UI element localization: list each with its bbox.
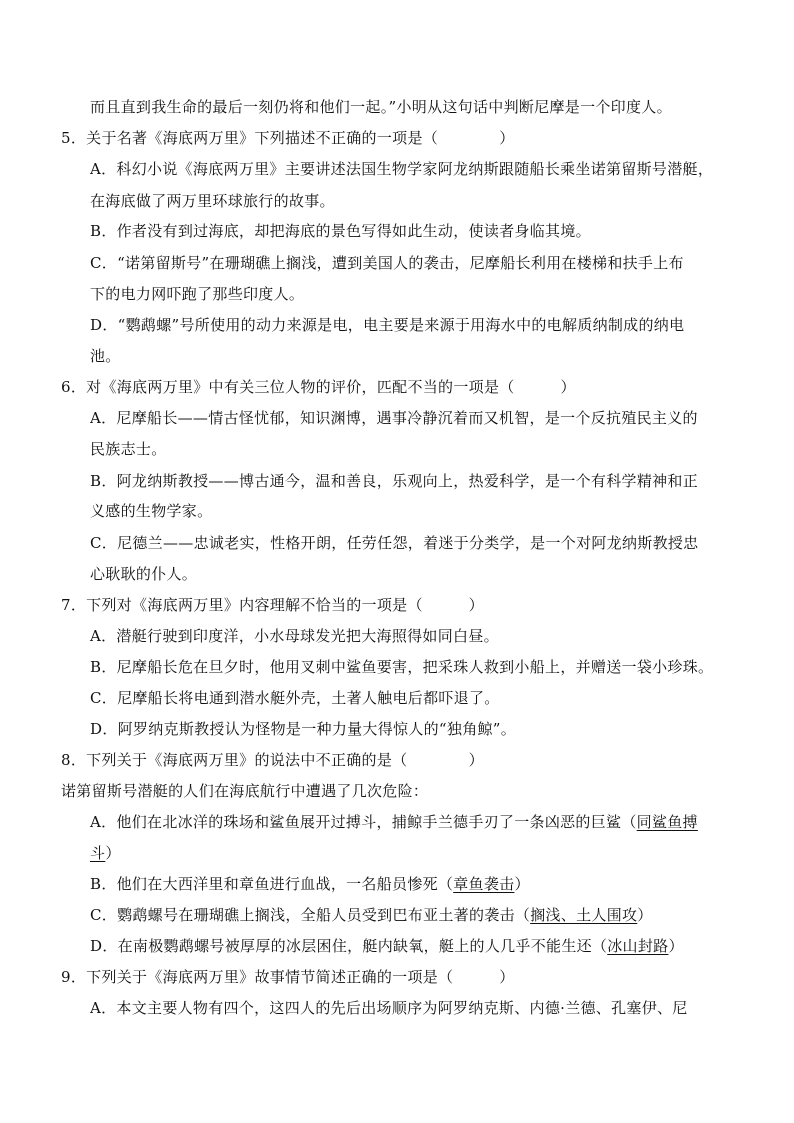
q8-option-a <box>90 812 698 832</box>
q8-option-d-text: D．在南极鹦鹉螺号被厚厚的冰层困住，艇内缺氧，艇上的人几乎不能生还（ <box>90 937 608 955</box>
q7-option-a: A．潜艇行驶到印度洋，小水母球发光把大海照得如同白昼。 <box>90 627 499 645</box>
q8-option-d-close: ） <box>668 937 684 955</box>
q8-option-a-answer: 同鲨鱼搏 <box>636 813 698 831</box>
q9-option-a: A．本文主要人物有四个，这四人的先后出场顺序为阿罗纳克斯、内德·兰德、孔塞伊、尼 <box>90 999 688 1017</box>
q8-option-c-answer: 搁浅、土人围攻 <box>530 906 638 924</box>
q8-option-b-close: ） <box>514 875 530 893</box>
q8-context: 诺第留斯号潜艇的人们在海底航行中遭遇了几次危险： <box>61 782 429 800</box>
q8-option-a-answer-cont: 斗 <box>90 844 106 862</box>
q5-option-c-cont: 下的电力网吓跑了那些印度人。 <box>90 285 305 303</box>
q6-option-c-cont: 心耿耿的仆人。 <box>90 565 198 583</box>
q8-option-c-text: C．鹦鹉螺号在珊瑚礁上搁浅，全船人员受到巴布亚土著的袭击（ <box>90 906 531 924</box>
question-6-stem: 6．对《海底两万里》中有关三位人物的评价，匹配不当的一项是（ ） <box>61 378 576 396</box>
question-5-stem: 5．关于名著《海底两万里》下列描述不正确的一项是（ ） <box>61 129 515 147</box>
q8-option-a-cont <box>90 843 121 863</box>
text-line-intro: 而且直到我生命的最后一刻仍将和他们一起。”小明从这句话中判断尼摩是一个印度人。 <box>90 98 672 116</box>
q7-option-c: C．尼摩船长将电通到潜水艇外壳，土著人触电后都吓退了。 <box>90 689 500 707</box>
q6-option-c: C．尼德兰——忠诚老实，性格开朗，任劳任怨，着迷于分类学，是一个对阿龙纳斯教授忠 <box>90 534 699 552</box>
q6-option-b-cont: 义感的生物学家。 <box>90 502 213 520</box>
q5-option-a-cont: 在海底做了两万里环球旅行的故事。 <box>90 192 335 210</box>
q5-option-b: B．作者没有到过海底，却把海底的景色写得如此生动，使读者身临其境。 <box>90 222 591 240</box>
q8-option-b-answer: 章鱼袭击 <box>453 875 515 893</box>
q6-option-a: A．尼摩船长——情古怪忧郁，知识渊博，遇事冷静沉着而又机智，是一个反抗殖民主义的 <box>90 409 698 427</box>
q5-option-d-cont: 池。 <box>90 347 121 365</box>
q8-option-a-text: A．他们在北冰洋的珠场和鲨鱼展开过搏斗，捕鲸手兰德手刃了一条凶恶的巨鲨（ <box>90 813 637 831</box>
question-9-stem: 9．下列关于《海底两万里》故事情节简述正确的一项是（ ） <box>61 968 515 986</box>
question-8-stem: 8．下列关于《海底两万里》的说法中不正确的是（ ） <box>61 751 484 769</box>
q8-option-c <box>90 905 653 925</box>
q5-option-d: D．“鹦鹉螺”号所使用的动力来源是电，电主要是来源于用海水中的电解质纳制成的纳电 <box>90 316 685 334</box>
q8-option-d-answer: 冰山封路 <box>607 937 669 955</box>
q8-option-a-close: ） <box>105 844 121 862</box>
q6-option-a-cont: 民族志士。 <box>90 440 167 458</box>
question-7-stem: 7．下列对《海底两万里》内容理解不恰当的一项是（ ） <box>61 596 484 614</box>
q6-option-b: B．阿龙纳斯教授——博古通今，温和善良，乐观向上，热爱科学，是一个有科学精神和正 <box>90 472 699 490</box>
q8-option-b <box>90 874 530 894</box>
q5-option-c: C．“诺第留斯号”在珊瑚礁上搁浅，遭到美国人的袭击，尼摩船长利用在楼梯和扶手上布 <box>90 254 684 272</box>
q8-option-d <box>90 936 684 956</box>
q8-option-b-text: B．他们在大西洋里和章鱼进行血战，一名船员惨死（ <box>90 875 454 893</box>
q7-option-b: B．尼摩船长危在旦夕时，他用叉刺中鲨鱼要害，把采珠人救到小船上，并赠送一袋小珍珠。 <box>90 658 714 676</box>
q7-option-d: D．阿罗纳克斯教授认为怪物是一种力量大得惊人的“独角鲸”。 <box>90 720 517 738</box>
q8-option-c-close: ） <box>637 906 653 924</box>
q5-option-a: A．科幻小说《海底两万里》主要讲述法国生物学家阿龙纳斯跟随船长乘坐诺第留斯号潜艇， <box>90 160 714 178</box>
